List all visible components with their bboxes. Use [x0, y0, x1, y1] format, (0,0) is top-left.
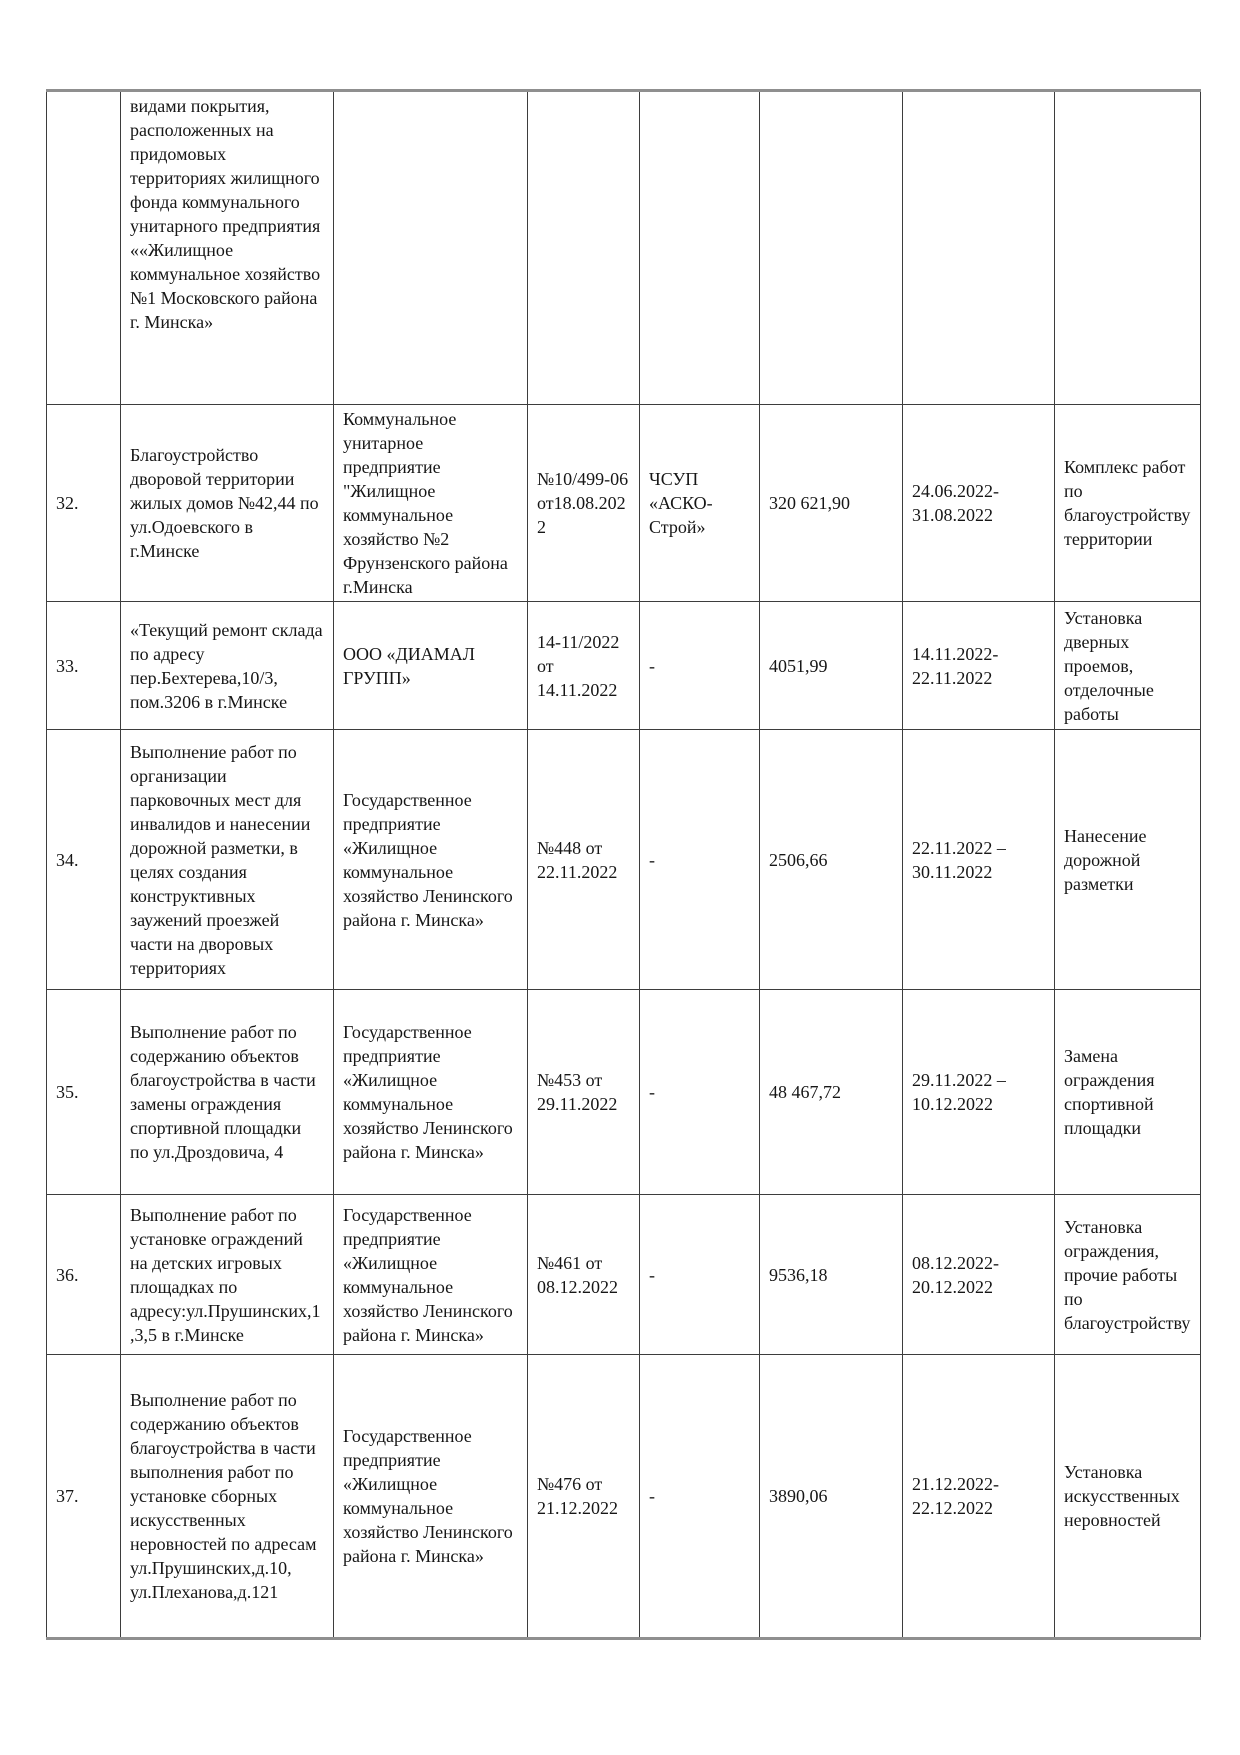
- cell-description: видами покрытия, расположенных на придомовых территориях жилищного фонда коммунального унитарного предприятия ««Жилищное коммунальное хозяйство №1 Московского района г. Минска»: [121, 91, 334, 405]
- table-row: [47, 405, 1201, 602]
- cell-period: 08.12.2022-20.12.2022: [903, 1195, 1055, 1355]
- cell-contract-number: №10/499-06 от18.08.2022: [528, 405, 640, 602]
- table-row: [47, 91, 1201, 405]
- cell-row-number: [47, 91, 121, 405]
- cell-amount: 2506,66: [760, 730, 903, 990]
- cell-contractor: Коммунальное унитарное предприятие "Жилищное коммунальное хозяйство №2 Фрунзенского района г.Минска: [334, 405, 528, 602]
- cell-amount: 320 621,90: [760, 405, 903, 602]
- cell-contract-number: №476 от 21.12.2022: [528, 1355, 640, 1639]
- cell-period: 14.11.2022-22.11.2022: [903, 602, 1055, 730]
- cell-row-number: 34.: [47, 730, 121, 990]
- cell-contractor: ООО «ДИАМАЛ ГРУПП»: [334, 602, 528, 730]
- cell-description: «Текущий ремонт склада по адресу пер.Бехтерева,10/3, пом.3206 в г.Минске: [121, 602, 334, 730]
- contracts-table: [46, 89, 1201, 1640]
- cell-subcontractor: -: [640, 1355, 760, 1639]
- cell-amount: 3890,06: [760, 1355, 903, 1639]
- cell-description: Выполнение работ по установке ограждений на детских игровых площадках по адресу:ул.Прушинских,1,3,5 в г.Минске: [121, 1195, 334, 1355]
- cell-amount: 48 467,72: [760, 990, 903, 1195]
- cell-contract-number: [528, 91, 640, 405]
- cell-row-number: 36.: [47, 1195, 121, 1355]
- cell-subcontractor: -: [640, 602, 760, 730]
- cell-row-number: 33.: [47, 602, 121, 730]
- cell-amount: 4051,99: [760, 602, 903, 730]
- cell-amount: 9536,18: [760, 1195, 903, 1355]
- cell-period: [903, 91, 1055, 405]
- cell-work-type: Установка дверных проемов, отделочные работы: [1055, 602, 1201, 730]
- cell-work-type: Замена ограждения спортивной площадки: [1055, 990, 1201, 1195]
- cell-contract-number: 14-11/2022 от 14.11.2022: [528, 602, 640, 730]
- table-row: [47, 602, 1201, 730]
- cell-period: 22.11.2022 – 30.11.2022: [903, 730, 1055, 990]
- table-row: [47, 730, 1201, 990]
- cell-description: Выполнение работ по организации парковочных мест для инвалидов и нанесении дорожной разметки, в целях создания конструктивных заужений проезжей части на дворовых территориях: [121, 730, 334, 990]
- cell-work-type: Установка ограждения, прочие работы по благоустройству: [1055, 1195, 1201, 1355]
- cell-description: Выполнение работ по содержанию объектов благоустройства в части замены ограждения спортивной площадки по ул.Дроздовича, 4: [121, 990, 334, 1195]
- cell-description: Выполнение работ по содержанию объектов благоустройства в части выполнения работ по установке сборных искусственных неровностей по адресам ул.Прушинских,д.10, ул.Плеханова,д.121: [121, 1355, 334, 1639]
- table-row: [47, 990, 1201, 1195]
- cell-amount: [760, 91, 903, 405]
- cell-period: 24.06.2022-31.08.2022: [903, 405, 1055, 602]
- cell-work-type: Установка искусственных неровностей: [1055, 1355, 1201, 1639]
- cell-work-type: Нанесение дорожной разметки: [1055, 730, 1201, 990]
- cell-work-type: Комплекс работ по благоустройству территории: [1055, 405, 1201, 602]
- table-row: [47, 1195, 1201, 1355]
- cell-contract-number: №453 от 29.11.2022: [528, 990, 640, 1195]
- cell-work-type: [1055, 91, 1201, 405]
- cell-period: 21.12.2022-22.12.2022: [903, 1355, 1055, 1639]
- cell-contract-number: №448 от 22.11.2022: [528, 730, 640, 990]
- cell-contractor: Государственное предприятие «Жилищное коммунальное хозяйство Ленинского района г. Минска»: [334, 1355, 528, 1639]
- cell-description: Благоустройство дворовой территории жилых домов №42,44 по ул.Одоевского в г.Минске: [121, 405, 334, 602]
- cell-subcontractor: -: [640, 990, 760, 1195]
- cell-subcontractor: [640, 91, 760, 405]
- cell-row-number: 37.: [47, 1355, 121, 1639]
- cell-subcontractor: -: [640, 730, 760, 990]
- cell-subcontractor: -: [640, 1195, 760, 1355]
- cell-contractor: [334, 91, 528, 405]
- cell-subcontractor: ЧСУП «АСКО-Строй»: [640, 405, 760, 602]
- table-row: [47, 1355, 1201, 1639]
- cell-period: 29.11.2022 – 10.12.2022: [903, 990, 1055, 1195]
- cell-row-number: 35.: [47, 990, 121, 1195]
- cell-contractor: Государственное предприятие «Жилищное коммунальное хозяйство Ленинского района г. Минска»: [334, 1195, 528, 1355]
- cell-contractor: Государственное предприятие «Жилищное коммунальное хозяйство Ленинского района г. Минска»: [334, 990, 528, 1195]
- cell-contractor: Государственное предприятие «Жилищное коммунальное хозяйство Ленинского района г. Минска»: [334, 730, 528, 990]
- cell-contract-number: №461 от 08.12.2022: [528, 1195, 640, 1355]
- cell-row-number: 32.: [47, 405, 121, 602]
